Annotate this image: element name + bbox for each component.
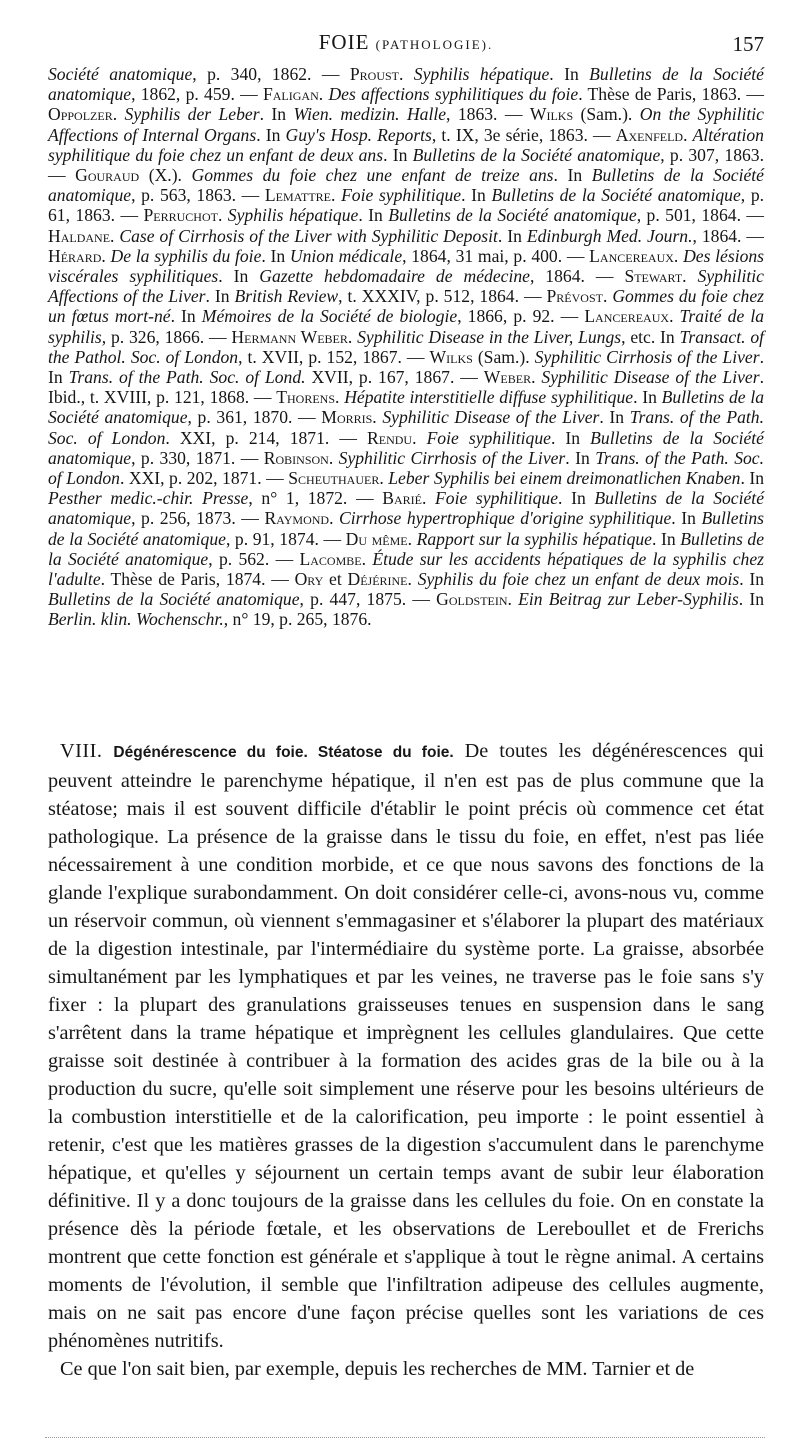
citation-text: XVII, p. 167, 1867. —	[305, 367, 484, 388]
citation-text: .	[361, 548, 373, 569]
citation-text: .	[531, 367, 542, 388]
citation-text: , p. 256, 1873. —	[131, 508, 265, 529]
citation-title: Gommes du foie chez un fœtus mort-né	[48, 286, 765, 327]
citation-title: Syphilitic Disease of the Liver	[541, 367, 760, 388]
citation-author: Lancereaux	[589, 245, 674, 266]
citation-author: Déjérine	[347, 569, 408, 590]
citation-title: Société anatomique	[48, 64, 193, 84]
citation-title: Bulletins de la Société anatomique	[48, 589, 300, 610]
citation-text: .	[421, 488, 436, 509]
citation-title: Étude sur les accidents hépatiques de la syphilis chez l'adulte	[48, 548, 765, 590]
citation-text: .	[101, 245, 111, 266]
citation-text: .	[669, 306, 680, 327]
citation-title: Transact. of the Pathol. Soc. of London	[48, 326, 765, 367]
citation-title: Bulletins de la Société anatomique	[388, 205, 637, 226]
citation-text: , t. XXXIV, p. 512, 1864. —	[338, 286, 547, 307]
citation-text: . In	[739, 569, 765, 590]
citation-author: Rendu	[367, 427, 413, 448]
citation-text: .	[335, 387, 345, 408]
citation-title: Guy's Hosp. Reports	[285, 124, 432, 145]
citation-title: Trans. of the Path. Soc. of Lond.	[68, 367, 306, 388]
citation-text: . In	[358, 205, 389, 226]
section-paragraph-1	[48, 737, 764, 1355]
citation-author: Lemattre	[264, 185, 331, 206]
citation-title: Syphilitic Disease in the Liver, Lungs	[357, 326, 622, 347]
citation-text: . In	[205, 286, 235, 307]
citation-title: Leber Syphilis bei einem dreimonatlichen Knaben	[388, 468, 741, 489]
citation-title: Case of Cirrhosis of the Liver with Syphilitic Deposit	[119, 225, 498, 246]
citation-text: , p. 91, 1874. —	[225, 528, 346, 549]
citation-text: . In	[671, 508, 702, 529]
citation-title: Syphilis hépatique	[413, 64, 550, 84]
citation-text: , 1862, p. 459. —	[131, 84, 263, 105]
citation-title: Des affections syphilitiques du foie	[328, 84, 579, 105]
citation-text: . XXI, p. 202, 1871. —	[119, 468, 289, 489]
citation-text: , etc. In	[621, 326, 680, 347]
section-heading	[60, 740, 454, 762]
citation-title: Syphilitic Cirrhosis of the Liver	[338, 447, 566, 468]
citation-text: (X.).	[139, 165, 192, 186]
citation-text: , p. 61, 1863. —	[48, 185, 765, 226]
citation-title: Bulletins de la Société anatomique	[48, 488, 765, 529]
citation-text: , n° 1, 1872. —	[248, 488, 383, 509]
citation-text: , p. 563, 1863. —	[131, 185, 265, 206]
citation-text: . In	[461, 185, 492, 206]
citation-text: .	[329, 508, 340, 529]
citation-title: Trans. of the Path. Soc. of London	[48, 447, 764, 489]
citation-author: Ory	[294, 569, 324, 590]
citation-text: .	[398, 64, 414, 84]
citation-text: . In	[565, 447, 596, 468]
citation-author: Faligan	[262, 84, 319, 105]
citation-text: .	[407, 569, 418, 590]
citation-text: . Ibid., t. XVIII, p. 121, 1868. —	[48, 367, 764, 408]
citation-title: Edinburgh Med. Journ.	[526, 225, 693, 246]
citation-title: Bulletins de la Société anatomique	[48, 427, 764, 468]
citation-author: Stewart	[624, 266, 683, 287]
citation-title: Foie syphilitique	[341, 185, 462, 206]
citation-text: . In	[738, 589, 764, 610]
bibliography-paragraph	[48, 64, 764, 630]
citation-title: De la syphilis du foie	[110, 245, 262, 266]
paragraph-text: De toutes les dégénérescences qui peuvent atteindre le parenchyme hépatique, il n'en est pas de plus commune que la stéatose; mais il est souvent difficile d'établir le point précis où commence cet état pathologique. La présence de la graisse dans le tissu du foie, en effet, n'est pas liée nécessairement à une condition morbide, et ce que nous savons des fonctions de la glande l'explique surabondamment. On doit considérer celle-ci, avons-nous vu, comme un réservoir commun, où viennent s'emmagasiner et s'élaborer la plupart des matériaux de la digestion intestinale, par l'intermédiaire du système porte. La graisse, absorbée simultanément par les lymphatiques et par les veines, ne traverse pas le foie sans s'y fixer : la plupart des granulations graisseuses tenues en suspension dans le sang s'arrêtent dans la trame hépatique et imprègnent les cellules glandulaires. Que cette graisse soit destinée à contribuer à la formation des acides gras de la bile ou à la production du sucre, qu'elle soit simplement une réserve pour les besoins ultérieurs de la combustion interstitielle et de la calorification, peu importe : le point essentiel à retenir, c'est que les matières grasses de la digestion s'accumulent dans le parenchyme hépatique, et qu'elles y séjournent un certain temps avant de subir leur élaboration définitive. Il y a donc toujours de la graisse dans les cellules du foie. On en constate la présence dès la période fœtale, et les observations de Lereboullet et de Frerichs montrent que cette fonction est générale et s'applique à tout le règne animal. A certains moments de l'évolution, il semble que l'infiltration adipeuse des cellules augmente, mais on ne sait pas encore d'une façon précise quelles sont les variations de ces phénomènes nutritifs.	[48, 740, 764, 1352]
citation-title: Bulletins de la Société anatomique	[412, 144, 661, 165]
citation-author: Prévost	[546, 286, 603, 307]
page-number: 157	[732, 32, 764, 56]
citation-text: . In	[549, 64, 590, 84]
citation-text: .	[318, 84, 329, 105]
citation-title: Pesther medic.-chir. Presse	[48, 488, 249, 509]
citation-title: Syphilis der Leber	[124, 104, 260, 125]
citation-title: Syphilis hépatique	[227, 205, 359, 226]
citation-text: .	[347, 326, 358, 347]
main-text	[48, 737, 764, 1383]
citation-text: .	[407, 528, 417, 549]
citation-author: Gouraud	[75, 165, 140, 186]
paragraph-text: Ce que l'on sait bien, par exemple, depuis les recherches de MM. Tarnier et de	[60, 1358, 695, 1380]
citation-text: (Sam.).	[472, 346, 535, 367]
citation-title: Hépatite interstitielle diffuse syphilitique	[344, 387, 634, 408]
citation-title: Bulletins de la Société anatomique	[491, 185, 741, 206]
citation-author: Du même	[345, 528, 408, 549]
citation-text: , 1864. —	[529, 266, 625, 287]
citation-title: Des lésions viscérales syphilitiques	[48, 245, 765, 287]
citation-text: .	[112, 104, 125, 125]
citation-text: . In	[259, 104, 294, 125]
citation-text: . In	[256, 124, 286, 145]
citation-text: .	[379, 468, 389, 489]
section-title: Dégénérescence du foie. Stéatose du foie.	[113, 744, 454, 761]
citation-title: Gommes du foie chez une enfant de treize ans	[191, 165, 554, 186]
citation-author: Hermann Weber	[231, 326, 348, 347]
citation-title: Union médicale	[289, 245, 403, 266]
citation-text: . In	[633, 387, 662, 408]
citation-title: Rapport sur la syphilis hépatique	[416, 528, 652, 549]
citation-author: Lancereaux	[584, 306, 670, 327]
citation-text: , t. XVII, p. 152, 1867. —	[238, 346, 430, 367]
citation-title: Syphilitic Cirrhosis of the Liver	[534, 346, 760, 367]
citation-author: Weber	[483, 367, 532, 388]
citation-author: Robinson	[263, 447, 329, 468]
citation-title: Foie syphilitique	[435, 488, 559, 509]
citation-title: Bulletins de la Société anatomique	[48, 387, 765, 428]
citation-title: Syphilis du foie chez un enfant de deux mois	[417, 569, 740, 590]
citation-text: . Thèse de Paris, 1874. —	[100, 569, 295, 590]
citation-title: Bulletins de la Société anatomique	[48, 165, 764, 206]
citation-text: . In	[497, 225, 527, 246]
citation-text: , p. 307, 1863. —	[48, 144, 764, 186]
citation-author: Hérard	[48, 245, 102, 266]
citation-text: . In	[383, 144, 413, 165]
citation-title: Mémoires de la Société de biologie	[201, 306, 458, 327]
citation-text: . In	[652, 528, 681, 549]
page-header	[48, 30, 764, 60]
citation-text: .	[217, 205, 228, 226]
citation-text: , 1866, p. 92. —	[457, 306, 585, 327]
citation-title: Bulletins de la Société anatomique	[48, 528, 764, 569]
citation-text: , p. 330, 1871. —	[131, 447, 264, 468]
citation-text: . In	[48, 346, 764, 388]
citation-text: , 1863. —	[446, 104, 530, 125]
citation-author: Lacombe	[299, 548, 362, 569]
citation-text: , p. 501, 1864. —	[636, 205, 765, 226]
citation-text: .	[110, 225, 120, 246]
citation-text: , p. 340, 1862. —	[192, 64, 350, 84]
citation-author: Oppolzer	[48, 104, 113, 125]
running-head	[48, 30, 764, 55]
citation-author: Morris	[321, 407, 373, 428]
citation-text: . In	[558, 488, 595, 509]
citation-title: Trans. of the Path. Soc. of London	[48, 407, 764, 448]
citation-text: , p. 361, 1870. —	[187, 407, 322, 428]
citation-author: Scheuthauer	[288, 468, 380, 489]
citation-author: Perruchot	[143, 205, 218, 226]
citation-author: Haldane	[48, 225, 111, 246]
citation-text: .	[412, 427, 427, 448]
footer-rule	[45, 1437, 765, 1438]
citation-text: , n° 19, p. 265, 1876.	[223, 609, 372, 630]
citation-title: Gazette hebdomadaire de médecine	[259, 266, 530, 287]
citation-title: Ein Beitrag zur Leber-Syphilis	[518, 589, 739, 610]
citation-title: Syphilitic Disease of the Liver	[382, 407, 600, 428]
citation-author: Thorens	[276, 387, 336, 408]
citation-text: .	[602, 286, 613, 307]
section-number: VIII.	[60, 740, 103, 762]
citation-text: .	[673, 245, 684, 266]
citation-text: , p. 562. —	[208, 548, 300, 569]
citation-text: .	[507, 589, 519, 610]
citation-author: Goldstein	[436, 589, 508, 610]
citation-author: Barié	[382, 488, 422, 509]
citation-title: Wien. medizin. Halle	[293, 104, 447, 125]
citation-text: . Thèse de Paris, 1863. —	[578, 84, 765, 105]
citation-title: Bulletins de la Société anatomique	[48, 64, 764, 105]
citation-author: Wilks	[429, 346, 473, 367]
citation-text: .	[683, 124, 693, 145]
citation-author: Axenfeld	[615, 124, 684, 145]
citation-text: , 1864. —	[692, 225, 765, 246]
citation-title: Berlin. klin. Wochenschr.	[48, 609, 224, 630]
citation-text: . In	[553, 165, 592, 186]
citation-title: Bulletins de la Société anatomique	[48, 508, 764, 549]
citation-text: , p. 447, 1875. —	[299, 589, 437, 610]
citation-text: .	[372, 407, 383, 428]
citation-title: British Review	[234, 286, 339, 307]
running-head-subtitle: (PATHOLOGIE).	[375, 37, 494, 52]
citation-title: On the Syphilitic Affections of Internal Organs	[48, 104, 764, 145]
citation-text: . In	[218, 266, 260, 287]
section-paragraph-2	[48, 1355, 764, 1383]
running-head-title: FOIE	[318, 30, 370, 54]
citation-text: et	[323, 569, 348, 590]
citation-text: . In	[599, 407, 630, 428]
citation-author: Proust	[349, 64, 399, 84]
citation-text: (Sam.).	[573, 104, 640, 125]
citation-text: . XXI, p. 214, 1871. —	[165, 427, 368, 448]
citation-text: , t. IX, 3e série, 1863. —	[431, 124, 616, 145]
citation-title: Foie syphilitique	[426, 427, 551, 448]
citation-title: Cirrhose hypertrophique d'origine syphilitique	[339, 508, 672, 529]
citation-text: .	[682, 266, 698, 287]
citation-author: Wilks	[529, 104, 574, 125]
citation-title: Altération syphilitique du foie chez un enfant de deux ans	[48, 124, 764, 165]
citation-text: .	[331, 185, 342, 206]
citation-author: Raymond	[264, 508, 330, 529]
citation-text: . In	[261, 245, 290, 266]
citation-text: , p. 326, 1866. —	[101, 326, 232, 347]
citation-text: . In	[740, 468, 765, 489]
citation-title: Traité de la syphilis	[48, 306, 764, 347]
citation-text: . In	[170, 306, 202, 327]
citation-title: Syphilitic Affections of the Liver	[48, 266, 764, 307]
citation-text: , 1864, 31 mai, p. 400. —	[402, 245, 590, 266]
bibliography-block	[48, 64, 764, 630]
citation-text: . In	[550, 427, 591, 448]
citation-text: .	[328, 447, 339, 468]
